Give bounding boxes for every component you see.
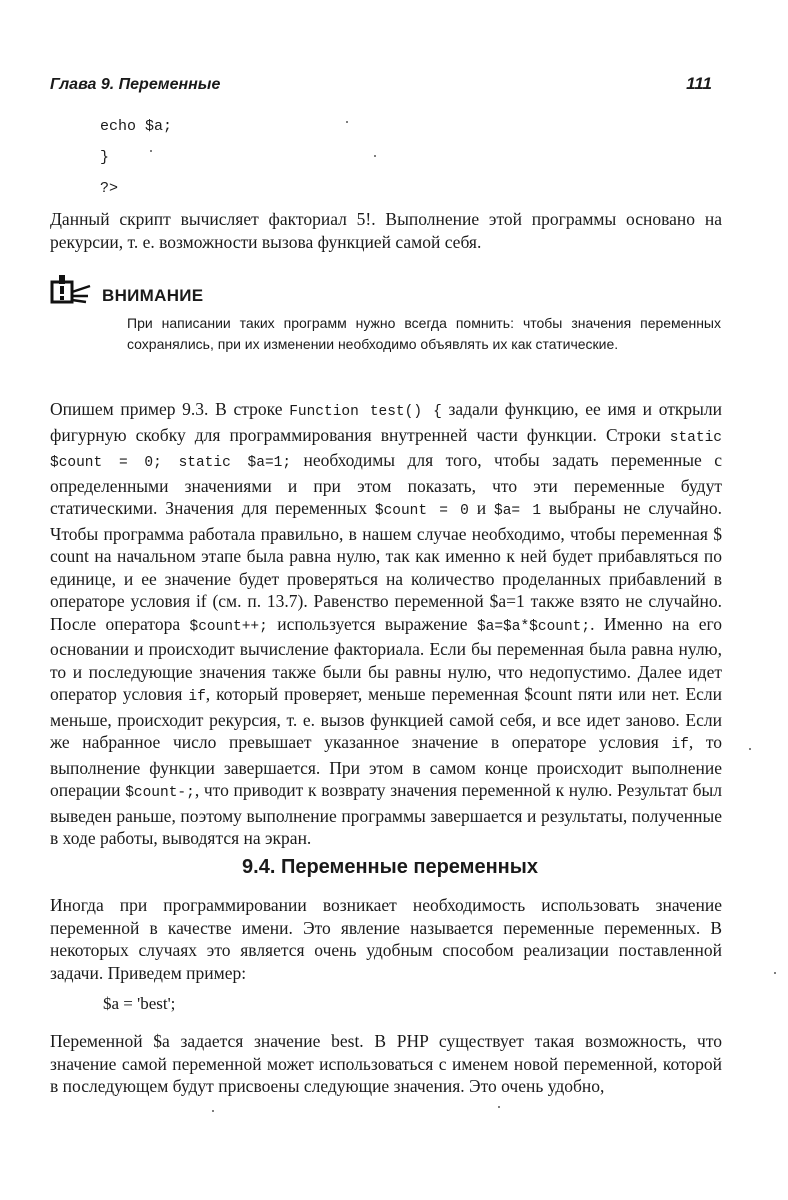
- inline-code: $a= 1: [494, 503, 542, 519]
- page-number: 111: [686, 74, 712, 93]
- code-line-2: }: [100, 149, 110, 166]
- text-run: выбраны не случайно. Чтобы программа работала правильно, в нашем случае необходимо, чтобы переменная $ count на начальном этапе была равна нулю, так как именно к ней будет прибавляться по единице, и ее значение будет проверяться на количество проделанных прибавлений в операторе условия if (см. п. 13.7). Равенство переменной $a=1 также взято не случайно. После оператора: [50, 498, 723, 634]
- scan-speck: [774, 972, 776, 974]
- section-paragraph-2: Переменной $a задается значение best. В PHP существует такая возможность, что значение самой переменной может использоваться с именем новой переменной, которой в последующем будут присвоены следующие значения. Это очень удобно,: [50, 1031, 722, 1096]
- inline-code: if: [671, 737, 689, 753]
- text-run: используется выражение: [267, 613, 477, 634]
- code-line-1: echo $a;: [100, 118, 173, 135]
- intro-paragraph: Данный скрипт вычисляет факториал 5!. Выполнение этой программы основано на рекурсии, т. е. возможности вызова функцией самой себя.: [50, 209, 722, 252]
- text-run: , то выполнение функции завершается. При этом в самом конце происходит выполнение операции: [50, 732, 723, 800]
- inline-code: $count++;: [189, 618, 268, 635]
- inline-code: $a=$a*$count;: [476, 618, 591, 635]
- inline-code: if: [188, 689, 206, 705]
- inline-code: $count = 0: [374, 503, 469, 519]
- scan-speck: [346, 121, 348, 123]
- section-paragraph-1: Иногда при программировании возникает необходимость использовать значение переменной в качестве имени. Это явление называется переменные переменных. В некоторых случаях это является очень удобным способом реализации поставленной задачи. Приведем пример:: [50, 895, 722, 983]
- main-paragraph: [50, 398, 722, 850]
- text-run: , что приводит к возврату значения переменной к нулю. Результат был выведен раньше, поэтому выполнение программы завершается и результаты, полученные в ходе работы, выводятся на экран.: [50, 780, 722, 848]
- text-run: . Именно на его основании и происходит вычисление факториала. Если бы переменная была равна нулю, то и последующие значения также были бы равны нулю, что недопустимо. Далее идет оператор условия: [50, 613, 722, 704]
- scan-speck: [749, 748, 751, 750]
- section-code: $a = 'best';: [103, 994, 176, 1013]
- note-text: При написании таких программ нужно всегда помнить: чтобы значения переменных сохранялись, при их изменении необходимо объявлять их как статические.: [127, 315, 721, 352]
- text-run: , который проверяет, меньше переменная $count пяти или нет. Если меньше, происходит рекурсия, т. е. вызов функцией самой себя, и все идет заново. Если же набранное число превышает указанное значение в операторе условия: [50, 684, 722, 752]
- section-title: 9.4. Переменные переменных: [242, 856, 538, 878]
- text-run: Опишем пример 9.3. В строке: [50, 399, 290, 419]
- inline-code: $count-;: [125, 785, 195, 801]
- note-title: ВНИМАНИЕ: [102, 286, 204, 305]
- scan-speck: [212, 1110, 214, 1112]
- text-run: и: [468, 498, 495, 518]
- text-run: необходимы для того, чтобы задать переменные с определенными значениями и при этом показать, что эти переменные будут статическими. Значения для переменных: [50, 450, 722, 518]
- scan-speck: [374, 155, 376, 157]
- inline-code: Function test() {: [289, 404, 442, 420]
- inline-code: static $count = 0; static $a=1;: [50, 429, 722, 471]
- code-line-3: ?>: [100, 180, 119, 197]
- scan-speck: [498, 1106, 500, 1108]
- scan-speck: [150, 150, 152, 152]
- text-run: задали функцию, ее имя и открыли фигурную скобку для программирования внутренней части функции. Строки: [50, 399, 722, 445]
- warning-hand-icon: [50, 272, 94, 304]
- running-header: [50, 74, 712, 98]
- chapter-title: Глава 9. Переменные: [50, 76, 221, 93]
